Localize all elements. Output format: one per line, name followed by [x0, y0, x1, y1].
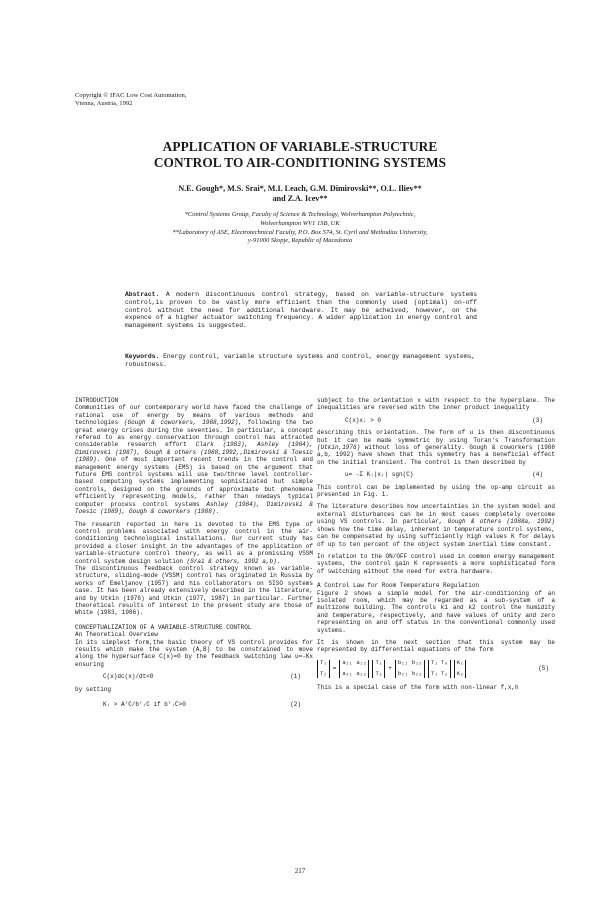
- left-column: [75, 397, 313, 713]
- abstract-label: Abstract.: [125, 291, 160, 298]
- equation-1: [75, 668, 313, 685]
- copyright-notice: [75, 92, 315, 109]
- affiliation-line: **Laboratory of ASE, Electrotechnical Faculty, P.O. Box 574, St. Cyril and Methodius University,: [172, 228, 428, 236]
- equation-number: (1): [290, 673, 301, 681]
- affiliation-line: *Control Systems Group, Faculty of Science & Technology, Wolverhampton Polytechnic,: [184, 211, 416, 218]
- vector-t: [372, 660, 385, 678]
- lhs-vector: [317, 660, 330, 678]
- matrix-entry: b₂₁: [397, 670, 408, 678]
- intro-paragraph-3: The discontinuous feedback control strategy known as variable-structure, sliding-mode (VSSM) control has originated in Russia by works of Emeljanov (1957) and his collaborators on SISO systems case. It has been already extensively described in the literature, and by Utkin (1976) and Utkin (1977, 1987) in particular. Further theoretical results of interest in the present study are those of White (1983, 1986).: [75, 564, 313, 617]
- text-run: describing this orientation. The form of u is then discontinuous but it can be made symmetric by using Toran's Transformation: [317, 429, 555, 444]
- keywords-label: Keywords.: [125, 353, 160, 360]
- text-run: The literature describes how uncertainties in the system model and external disturbances can be in most cases completely overcome using VS controls. In particular,: [317, 503, 555, 526]
- text-run: . One of most important recent trends in the control and management energy systems (EMS) is based on the argument that future EMS control systems will use two/three level controller-based computing systems implementing sophisticated but simple controls, designed on the grounds of approximate but phenomena efficiently representing models, rather than nowdays typical computer process control systems: [75, 456, 313, 508]
- matrix-entry: b₁₂: [411, 658, 422, 666]
- matrix-entry: T₁ T₂: [430, 670, 448, 678]
- authors-line: and Z.A. Icev**: [272, 193, 328, 203]
- matrix-equation-5: [317, 654, 555, 684]
- matrix-entry: T₁ T₀: [430, 658, 448, 666]
- text-run: Communities of our contemporary world have faced the challenge of rational use of energy by means of various methods and technologies: [75, 404, 313, 427]
- text-run: without loss of generality. Gough & coworkers (1988 a,b, 1992) have shown that this symmetry has a beneficial effect on the initial transient. The control is then described by: [317, 444, 555, 466]
- citation: (Gough & coworkers, 1988,1992): [123, 419, 239, 427]
- matrix-entry: K₂: [456, 670, 464, 678]
- text-run: shows how the time delay, inherent in temperature control systems, can be compensated by using sufficiently high values K for delays of up to ten percent of the object system inertial time constant.: [317, 525, 555, 548]
- equation-expression: C(x)dc(x)/dt<0: [103, 673, 154, 681]
- title-line: APPLICATION OF VARIABLE-STRUCTURE: [162, 139, 438, 154]
- equation-2: [75, 693, 313, 713]
- paragraph-on-off: In relation to the ON/OFF control used in common energy management systems, the control gain K represents a more sophisticated form of switching without the need for extra hardware.: [317, 552, 555, 575]
- overview-paragraph: In its simplest form,the basic theory of VS control provides for results which make the system (A,B) to be constrained to move along the hypersurface C(x)=0 by the feedback switching law u=-Kx ensuring: [75, 638, 313, 668]
- matrix-entry: a₂₂: [356, 670, 367, 678]
- paragraph-figure-2: Figure 2 shows a simple model for the air-conditioning of an isolated room, which may be regarded as a sub-system of a multizone building. The controls k1 and k2 control the humidity and temperature, respectively, and have values of unity and zero representing on and off status in the conventional commonly used systems.: [317, 589, 555, 634]
- plus-sign: +: [388, 664, 392, 672]
- equation-number: (4): [532, 471, 543, 479]
- matrix-entry: T₁: [375, 658, 383, 666]
- vector-k: [454, 660, 467, 678]
- equation-number: (2): [290, 701, 301, 709]
- citation: Clark (1983), Ashley (1984), Dimirovski (1987), Gough & others (1988,1992,,Dimirovski & Toesic (1989): [75, 441, 313, 464]
- citation: (Srai & others, 1992 a,b): [186, 557, 277, 565]
- heading-control-law: A Control Law for Room Temperature Regulation: [317, 582, 480, 590]
- equation-expression: u= -Σ Kᵢ|xᵢ| sgn(C): [345, 471, 414, 479]
- paragraph-symmetry: [317, 429, 555, 466]
- affiliation-line: Wolverhampton WV1 1SB, UK: [260, 219, 340, 227]
- equals-sign: =: [332, 664, 337, 672]
- matrix-entry: b₂₂: [411, 670, 422, 678]
- paragraph-special-case: This is a special case of the form with non-linear f,x,h: [317, 683, 519, 691]
- text-run: The research reported in here is devoted to the EMS type of control problems associated with energy control in the air-conditioning technological installations. Our current study has provided a closer insight in the advantages of the application of variable-structure control theory, as well as a promissing VSSM control system design solution: [75, 520, 313, 565]
- equation-4: [317, 466, 555, 483]
- matrix-entry: a₂₁: [342, 670, 353, 678]
- text-run: .: [276, 557, 281, 565]
- matrix-b: [395, 660, 425, 678]
- matrix-entry: b₁₁: [397, 658, 408, 666]
- paragraph-differential: It is shown in the next section that this system may be represented by differential equations of the form: [317, 638, 555, 654]
- equation-expression: C(x)xᵢ > 0: [345, 416, 382, 424]
- heading-introduction: INTRODUCTION: [75, 397, 119, 404]
- citation: (Utkin,1976): [317, 444, 361, 452]
- matrix-a: [339, 660, 369, 678]
- equation-3: [317, 412, 555, 429]
- page-number: 217: [294, 867, 306, 875]
- matrix-tc: [428, 660, 451, 678]
- equation-number: (5): [538, 664, 549, 672]
- matrix-entry: T₂: [375, 670, 383, 678]
- citation: Gough & others (1988a, 1992): [447, 518, 555, 526]
- abstract: [125, 291, 477, 330]
- matrix-entry: T₂: [320, 670, 327, 678]
- equation-number: (3): [532, 416, 543, 424]
- paragraph-orientation: subject to the orientation x with respect to the hyperplane. The inequalities are reversed with the inner product inequality: [317, 397, 555, 412]
- text-run: .: [215, 508, 220, 516]
- paper-title: [40, 139, 560, 170]
- affiliation-line: y-91000 Skopje, Republic of Macedonia: [247, 237, 353, 245]
- citation: Ashley (1984), Dimirovski & Toesic (1989), Gough & coworkers (1988): [75, 500, 313, 516]
- matrix-entry: K₁: [456, 658, 464, 666]
- copyright-line: Copyright © IFAC Low Cost Automation,: [75, 92, 187, 99]
- text-run: , following the two great energy crises during the seventies. In particular, a concept refered to as energy conservation through control has attracted considerable research effort: [75, 419, 313, 449]
- by-setting-text: by setting: [75, 685, 112, 693]
- matrix-entry: T₁: [320, 658, 327, 666]
- copyright-line: Vienna, Austria, 1992: [75, 100, 133, 108]
- intro-paragraph-2: [75, 521, 313, 565]
- right-column: [317, 397, 555, 691]
- matrix-expression: [317, 660, 466, 678]
- keywords-text: Energy control, variable structure systems and control, energy management systems, robustness.: [125, 353, 476, 368]
- matrix-entry: a₁₁: [342, 658, 353, 666]
- affiliations: [100, 211, 500, 246]
- equation-expression: Kᵢ > A'C/b'ᵢC if b'ᵢC>0: [103, 701, 186, 709]
- subheading-overview: An Theoretical Overview: [75, 631, 158, 639]
- title-line: CONTROL TO AIR-CONDITIONING SYSTEMS: [153, 154, 447, 170]
- paragraph-op-amp: This control can be implemented by using the op-amp circuit as presented in Fig. 1.: [317, 483, 555, 499]
- heading-conceptualization: CONCEPTUALIZATION OF A VARIABLE-STRUCTURE CONTROL: [75, 623, 252, 631]
- paragraph-literature: [317, 503, 555, 547]
- keywords: [125, 353, 477, 369]
- authors-line: N.E. Gough*, M.S. Srai*, M.I. Leach, G.M. Dimirovski**, O.L. Iliev**: [178, 184, 422, 193]
- matrix-entry: a₁₂: [356, 658, 367, 666]
- intro-paragraph-1: [75, 404, 313, 515]
- abstract-text: A modern discontinuous control strategy, based on variable-structure systems control,is proven to be vastly more efficient than the commonly used (optimal) on-off control without the need for additional hardware. It may be acheived, however, on the expence of a higher actuator switching frequency. A wider application in energy control and management systems is suggested.: [125, 291, 477, 329]
- author-list: [40, 184, 560, 203]
